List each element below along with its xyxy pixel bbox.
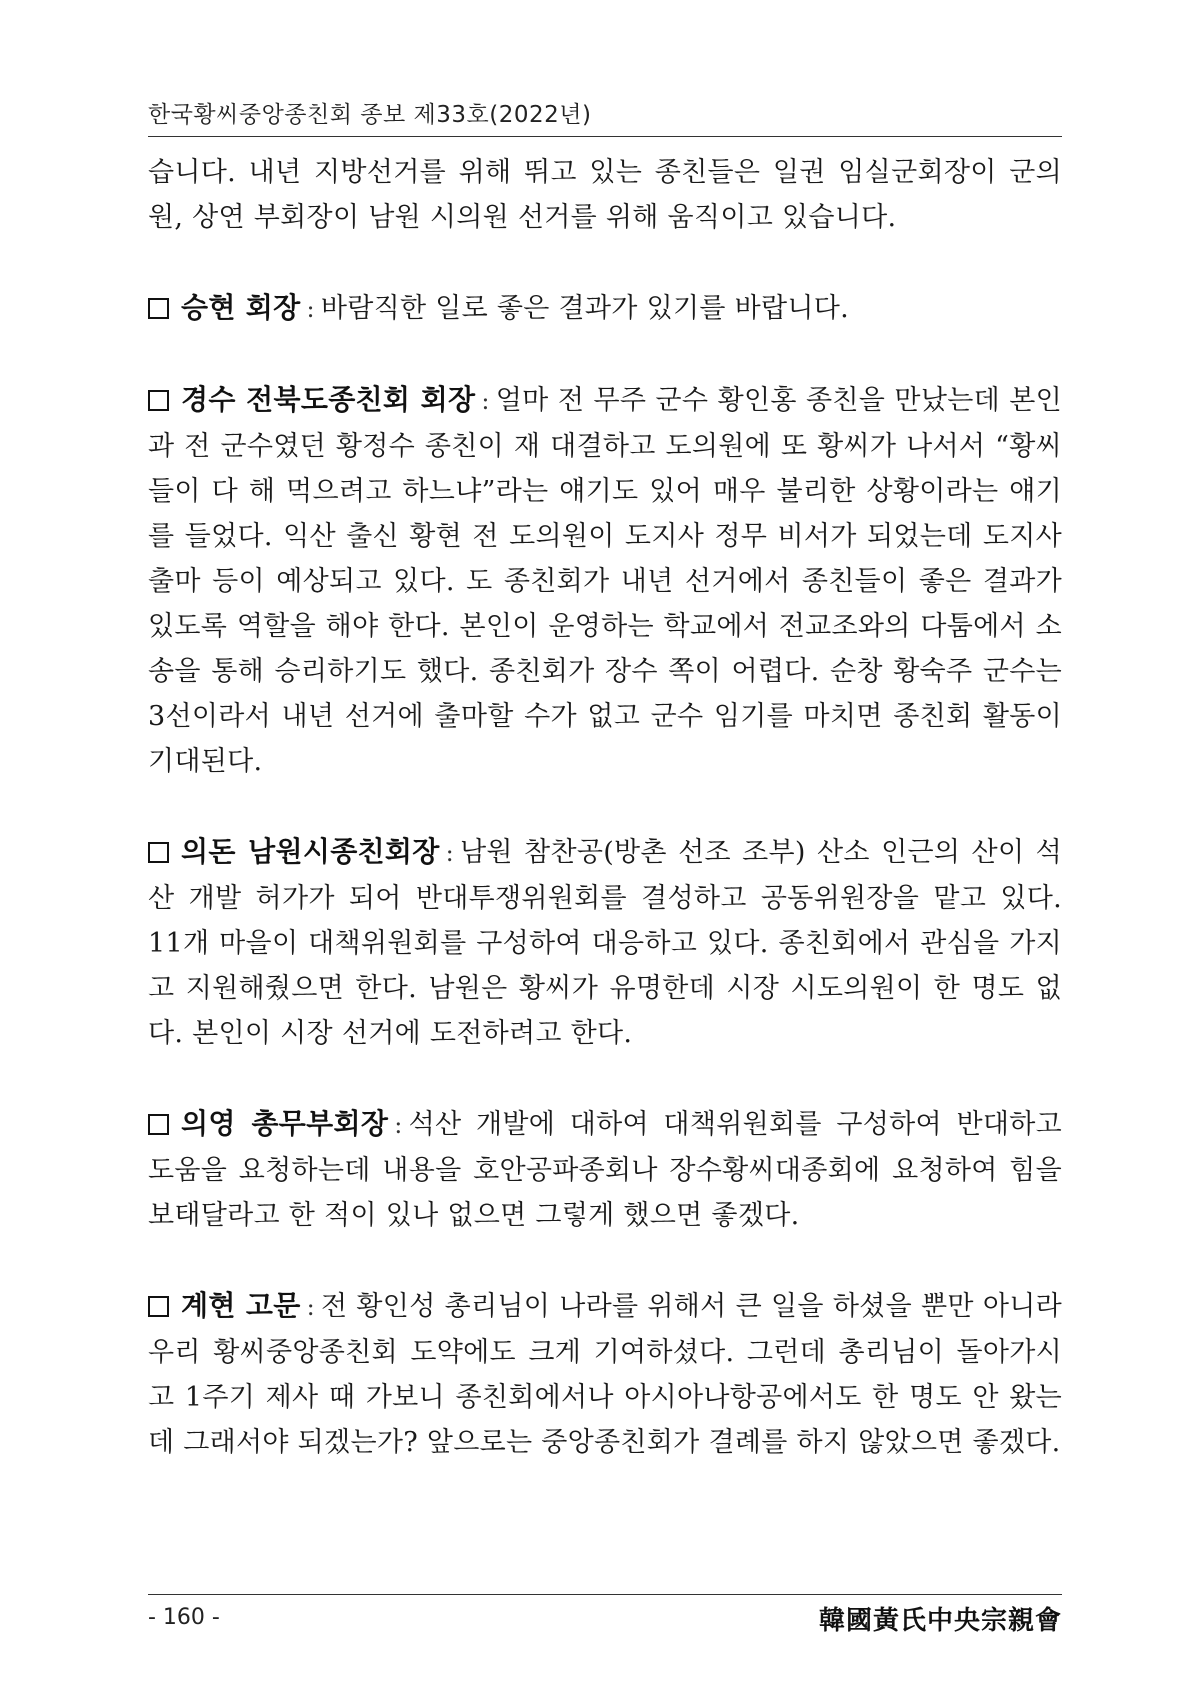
section-paragraph <box>148 1101 1062 1238</box>
separator: : <box>445 839 454 867</box>
section-speaker-2 <box>148 377 1062 784</box>
speaker-name: 의영 총무부회장 <box>181 1107 389 1140</box>
speaker-name: 승현 회장 <box>181 291 301 324</box>
checkbox-icon <box>148 1114 169 1135</box>
section-paragraph <box>148 1283 1062 1465</box>
speaker-statement: 바람직한 일로 좋은 결과가 있기를 바랍니다. <box>320 293 850 324</box>
section-paragraph <box>148 285 1062 332</box>
speaker-statement: 남원 참찬공(방촌 선조 조부) 산소 인근의 산이 석산 개발 허가가 되어 반대투쟁위원회를 결성하고 공동위원장을 맡고 있다. 11개 마을이 대책위원회를 구성하여 대응하고 있다. 종친회에서 관심을 가지고 지원해줬으면 한다. 남원은 황씨가 유명한데 시장 시도의원이 한 명도 없다. 본인이 시장 선거에 도전하려고 한다. <box>148 837 1063 1049</box>
section-speaker-5 <box>148 1283 1062 1465</box>
footer-divider <box>148 1594 1062 1595</box>
separator: : <box>394 1111 403 1139</box>
speaker-name: 의돈 남원시종친회장 <box>181 835 440 868</box>
speaker-statement: 얼마 전 무주 군수 황인홍 종친을 만났는데 본인과 전 군수였던 황정수 종친이 재 대결하고 도의원에 또 황씨가 나서서 “황씨들이 다 해 먹으려고 하느냐”라는 얘기도 있어 매우 불리한 상황이라는 얘기를 들었다. 익산 출신 황현 전 도의원이 도지사 정무 비서가 되었는데 도지사 출마 등이 예상되고 있다. 도 종친회가 내년 선거에서 종친들이 좋은 결과가 있도록 역할을 해야 한다. 본인이 운영하는 학교에서 전교조와의 다툼에서 소송을 통해 승리하기도 했다. 종친회가 장수 쪽이 어렵다. 순창 황숙주 군수는 3선이라서 내년 선거에 출마할 수가 없고 군수 임기를 마치면 종친회 활동이 기대된다. <box>148 385 1063 777</box>
document-body <box>148 150 1062 1465</box>
checkbox-icon <box>148 390 169 411</box>
speaker-statement: 석산 개발에 대하여 대책위원회를 구성하여 반대하고 도움을 요청하는데 내용을 호안공파종회나 장수황씨대종회에 요청하여 힘을 보태달라고 한 적이 있나 없으면 그렇게 했으면 좋겠다. <box>148 1109 1062 1231</box>
checkbox-icon <box>148 842 169 863</box>
section-paragraph <box>148 377 1062 784</box>
separator: : <box>306 1293 315 1321</box>
page-header-title: 한국황씨중앙종친회 종보 제33호(2022년) <box>148 102 592 128</box>
speaker-name: 경수 전북도종친회 회장 <box>181 383 476 416</box>
organization-name: 韓國黃氏中央宗親會 <box>818 1606 1062 1636</box>
intro-paragraph: 습니다. 내년 지방선거를 위해 뛰고 있는 종친들은 일권 임실군회장이 군의원, 상연 부회장이 남원 시의원 선거를 위해 움직이고 있습니다. <box>148 157 1062 233</box>
page-number: - 160 - <box>148 1605 220 1630</box>
separator: : <box>481 387 490 415</box>
section-paragraph <box>148 829 1062 1056</box>
speaker-statement: 전 황인성 총리님이 나라를 위해서 큰 일을 하셨을 뿐만 아니라 우리 황씨중앙종친회 도약에도 크게 기여하셨다. 그런데 총리님이 돌아가시고 1주기 제사 때 가보니 종친회에서나 아시아나항공에서도 한 명도 안 왔는데 그래서야 되겠는가? 앞으로는 중앙종친회가 결례를 하지 않았으면 좋겠다. <box>148 1291 1062 1458</box>
checkbox-icon <box>148 1296 169 1317</box>
header-divider <box>148 136 1062 137</box>
speaker-name: 계현 고문 <box>181 1289 301 1322</box>
section-speaker-4 <box>148 1101 1062 1238</box>
section-speaker-1 <box>148 285 1062 332</box>
section-speaker-3 <box>148 829 1062 1056</box>
separator: : <box>306 295 315 323</box>
checkbox-icon <box>148 298 169 319</box>
